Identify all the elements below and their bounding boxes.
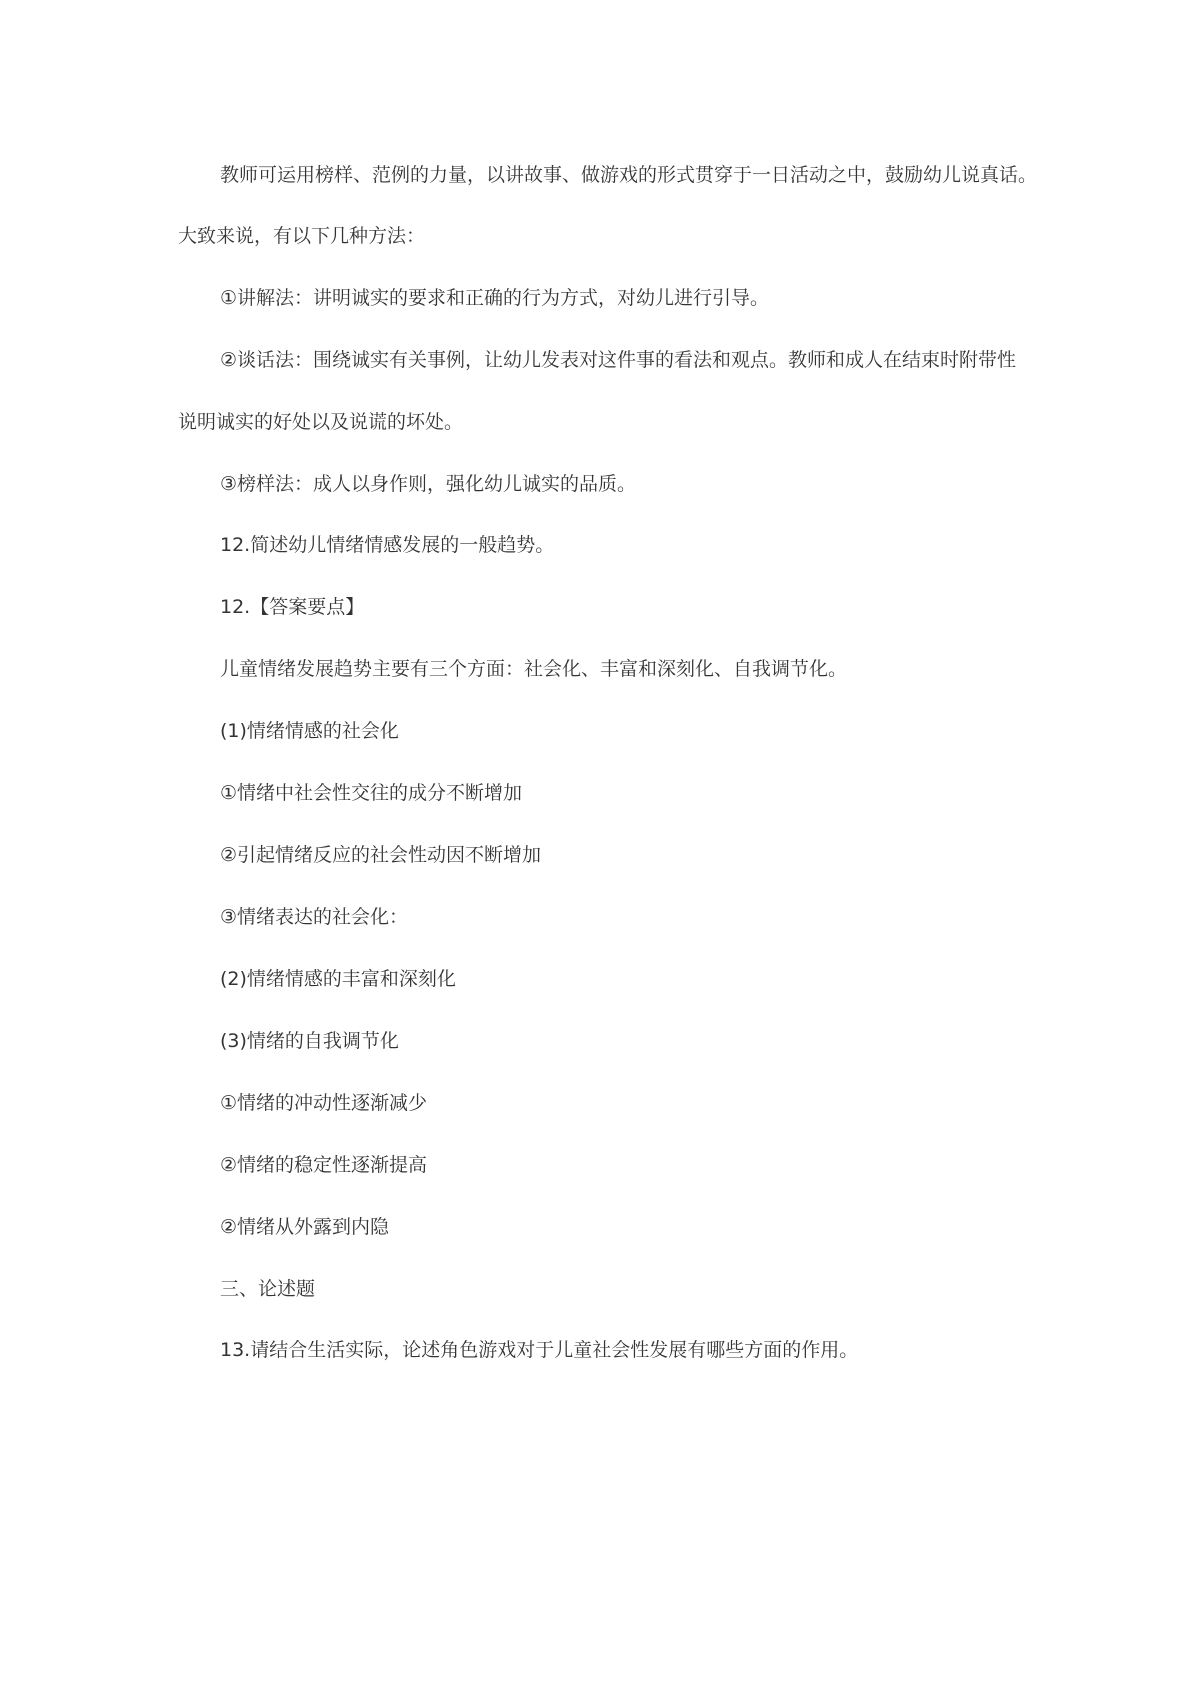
answer-heading: 12.【答案要点】 [220, 596, 365, 618]
list-item: ①情绪中社会性交往的成分不断增加 [220, 782, 523, 804]
paragraph-line: 儿童情绪发展趋势主要有三个方面：社会化、丰富和深刻化、自我调节化。 [220, 658, 848, 680]
list-item: ③情绪表达的社会化： [220, 906, 409, 928]
list-item: ②引起情绪反应的社会性动因不断增加 [220, 844, 542, 866]
paragraph-line: ①讲解法：讲明诚实的要求和正确的行为方式，对幼儿进行引导。 [220, 287, 770, 309]
list-item: ①情绪的冲动性逐渐减少 [220, 1092, 428, 1114]
paragraph-line: ②谈话法：围绕诚实有关事例，让幼儿发表对这件事的看法和观点。教师和成人在结束时附带性 [220, 349, 1017, 371]
section-heading: 三、论述题 [220, 1278, 316, 1300]
list-item: ②情绪从外露到内隐 [220, 1216, 390, 1238]
list-item: ②情绪的稳定性逐渐提高 [220, 1154, 428, 1176]
list-item: (2)情绪情感的丰富和深刻化 [220, 968, 456, 990]
list-item: (3)情绪的自我调节化 [220, 1030, 399, 1052]
question-heading: 13.请结合生活实际，论述角色游戏对于儿童社会性发展有哪些方面的作用。 [220, 1339, 859, 1361]
question-heading: 12.简述幼儿情绪情感发展的一般趋势。 [220, 534, 555, 556]
paragraph-line: ③榜样法：成人以身作则，强化幼儿诚实的品质。 [220, 473, 637, 495]
paragraph-line: 说明诚实的好处以及说谎的坏处。 [178, 411, 464, 433]
paragraph-line: 大致来说，有以下几种方法： [178, 225, 426, 247]
list-item: (1)情绪情感的社会化 [220, 720, 399, 742]
paragraph-line: 教师可运用榜样、范例的力量，以讲故事、做游戏的形式贯穿于一日活动之中，鼓励幼儿说真话。 [220, 164, 1038, 186]
